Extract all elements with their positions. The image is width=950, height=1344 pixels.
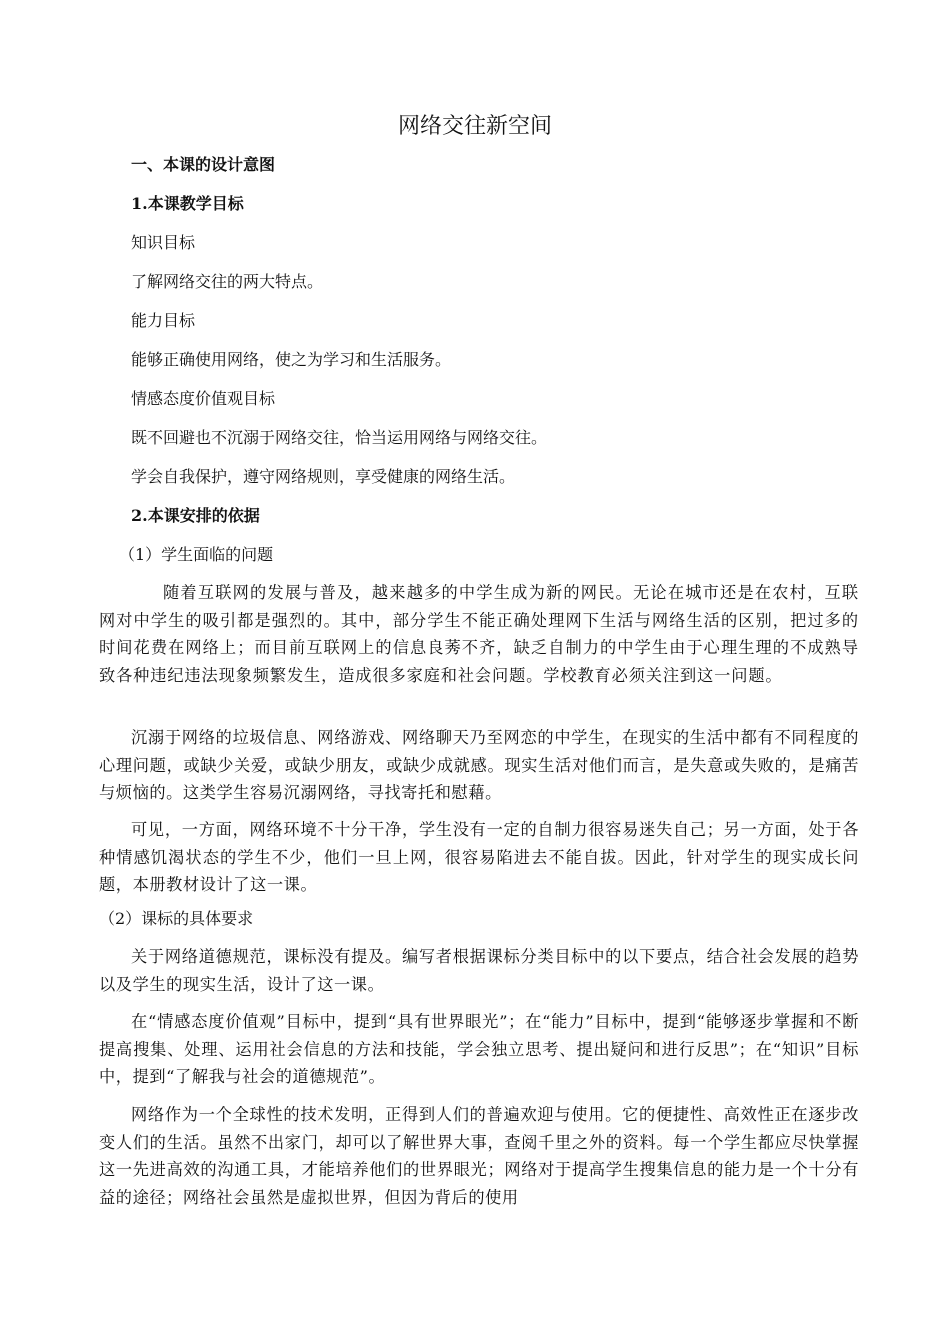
knowledge-goal-label: 知识目标	[131, 233, 196, 252]
ability-goal-label: 能力目标	[131, 311, 196, 330]
paragraph-internet-popularity: 随着互联网的发展与普及，越来越多的中学生成为新的网民。无论在城市还是在农村，互联网对中学生的吸引都是强烈的。其中，部分学生不能正确处理网下生活与网络生活的区别，把过多的时间花费在网络上；而目前互联网上的信息良莠不齐，缺乏自制力的中学生由于心理生理的不成熟导致各种违纪违法现象频繁发生，造成很多家庭和社会问题。学校教育必须关注到这一问题。	[99, 583, 859, 685]
knowledge-goal-text: 了解网络交往的两大特点。	[131, 272, 324, 291]
section-heading-design-intent: 一、本课的设计意图	[131, 155, 276, 174]
paragraph-goal-quotes: 在“情感态度价值观”目标中，提到“具有世界眼光”；在“能力”目标中，提到“能够逐步掌握和不断提高搜集、处理、运用社会信息的方法和技能，学会独立思考、提出疑问和进行反思”；在“知识”目标中，提到“了解我与社会的道德规范”。	[99, 1012, 859, 1086]
document-title: 网络交往新空间	[397, 114, 552, 139]
paragraph-network-ethics: 关于网络道德规范，课标没有提及。编写者根据课标分类目标中的以下要点，结合社会发展的趋势以及学生的现实生活，设计了这一课。	[99, 947, 859, 994]
subheading-arrangement-basis: 2.本课安排的依据	[131, 506, 260, 525]
ability-goal-text: 能够正确使用网络，使之为学习和生活服务。	[131, 350, 452, 369]
paragraph-global-network: 网络作为一个全球性的技术发明，正得到人们的普遍欢迎与使用。它的便捷性、高效性正在逐步改变人们的生活。虽然不出家门，却可以了解世界大事，查阅千里之外的资料。每一个学生都应尽快掌握这一先进高效的沟通工具，才能培养他们的世界眼光；网络对于提高学生搜集信息的能力是一个十分有益的途径；网络社会虽然是虚拟世界，但因为背后的使用	[99, 1105, 859, 1207]
subheading-teaching-goals: 1.本课教学目标	[131, 194, 244, 213]
item-student-problems: （1）学生面临的问题	[119, 545, 274, 564]
emotion-goal-text-1: 既不回避也不沉溺于网络交往，恰当运用网络与网络交往。	[131, 428, 548, 447]
paragraph-conclusion: 可见，一方面，网络环境不十分干净，学生没有一定的自制力很容易迷失自己；另一方面，处于各种情感饥渴状态的学生不少，他们一旦上网，很容易陷进去不能自拔。因此，针对学生的现实成长问题，本册教材设计了这一课。	[99, 820, 859, 894]
paragraph-addicted-students: 沉溺于网络的垃圾信息、网络游戏、网络聊天乃至网恋的中学生，在现实的生活中都有不同程度的心理问题，或缺少关爱，或缺少朋友，或缺少成就感。现实生活对他们而言，是失意或失败的，是痛苦与烦恼的。这类学生容易沉溺网络，寻找寄托和慰藉。	[99, 728, 859, 802]
emotion-goal-label: 情感态度价值观目标	[131, 389, 276, 408]
emotion-goal-text-2: 学会自我保护，遵守网络规则，享受健康的网络生活。	[131, 467, 516, 486]
item-curriculum-requirements: （2）课标的具体要求	[99, 909, 254, 928]
